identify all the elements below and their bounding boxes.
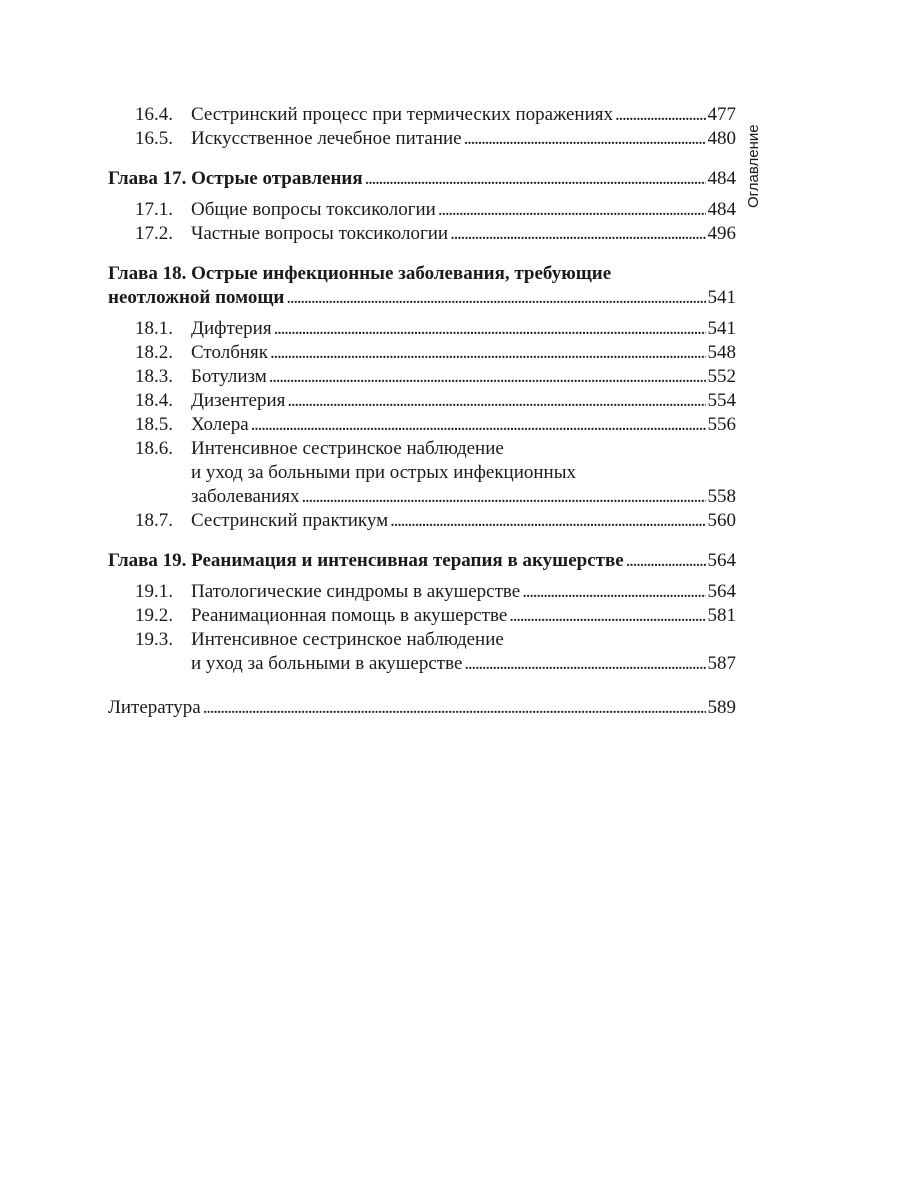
entry-page: 556	[707, 414, 736, 435]
leader-dots	[464, 652, 705, 676]
entry-number: 19.1.	[135, 581, 173, 602]
entry-title-line3: заболеваниях	[191, 486, 300, 507]
leader-dots	[270, 341, 705, 365]
entry-page: 541	[707, 318, 736, 339]
entry-number: 18.6.	[135, 438, 173, 459]
entry-number: 19.3.	[135, 629, 173, 650]
toc-entry-18-6[interactable]	[108, 437, 736, 509]
leader-dots	[287, 389, 705, 413]
toc-entry-18-7[interactable]	[108, 509, 736, 533]
toc-entry-17-1[interactable]	[108, 198, 736, 222]
chapter-17	[108, 167, 736, 246]
toc-entry-18-3[interactable]	[108, 365, 736, 389]
entry-number: 17.1.	[135, 199, 173, 220]
chapter-title: Глава 17. Острые отравления	[108, 168, 363, 189]
entry-number: 19.2.	[135, 605, 173, 626]
leader-dots	[302, 485, 706, 509]
entry-title: Сестринский процесс при термических поражениях	[191, 104, 613, 125]
chapter-title-line1: Глава 18. Острые инфекционные заболевания, требующие	[108, 263, 612, 284]
entry-title-line1: Интенсивное сестринское наблюдение	[191, 629, 504, 650]
toc-entry-19-2[interactable]	[108, 604, 736, 628]
toc-entry-18-5[interactable]	[108, 413, 736, 437]
toc-entry-18-4[interactable]	[108, 389, 736, 413]
leader-dots	[365, 167, 706, 191]
entry-page: 589	[707, 697, 736, 718]
entry-page: 496	[707, 223, 736, 244]
entry-title: Частные вопросы токсикологии	[191, 223, 449, 244]
entry-title: Ботулизм	[191, 366, 267, 387]
entry-page: 558	[707, 486, 736, 507]
entry-page: 554	[707, 390, 736, 411]
toc-entry-19-1[interactable]	[108, 580, 736, 604]
entry-page: 477	[707, 104, 736, 125]
entry-page: 552	[707, 366, 736, 387]
entry-title: Общие вопросы токсикологии	[191, 199, 436, 220]
entry-number: 18.7.	[135, 510, 173, 531]
leader-dots	[203, 696, 706, 720]
entry-page: 484	[707, 199, 736, 220]
chapter-page: 541	[707, 287, 736, 308]
chapter-18-heading[interactable]	[108, 262, 736, 310]
toc-entry-18-2[interactable]	[108, 341, 736, 365]
entry-title: Литература	[108, 697, 201, 718]
entry-title-line1: Интенсивное сестринское наблюдение	[191, 438, 504, 459]
chapter-page: 564	[707, 550, 736, 571]
entry-page: 548	[707, 342, 736, 363]
toc-entry-19-3[interactable]	[108, 628, 736, 676]
entry-title: Столбняк	[191, 342, 269, 363]
leader-dots	[626, 549, 706, 573]
chapter-page: 484	[707, 168, 736, 189]
table-of-contents	[108, 103, 736, 720]
toc-entry-literature[interactable]	[108, 696, 736, 720]
entry-page: 564	[707, 581, 736, 602]
leader-dots	[274, 317, 706, 341]
chapter-18	[108, 262, 736, 533]
entry-title: Дизентерия	[191, 390, 286, 411]
leader-dots	[390, 509, 705, 533]
entry-number: 18.2.	[135, 342, 173, 363]
leader-dots	[522, 580, 705, 604]
leader-dots	[509, 604, 705, 628]
entry-number: 16.4.	[135, 104, 173, 125]
leader-dots	[286, 286, 705, 310]
entry-title-line2: и уход за больными при острых инфекционных	[191, 462, 576, 483]
entry-title: Дифтерия	[191, 318, 272, 339]
entry-title: Реанимационная помощь в акушерстве	[191, 605, 508, 626]
leader-dots	[464, 127, 706, 151]
entry-title: Холера	[191, 414, 249, 435]
entry-page: 587	[707, 653, 736, 674]
toc-entry-16-4[interactable]	[108, 103, 736, 127]
leader-dots	[269, 365, 706, 389]
entry-title: Патологические синдромы в акушерстве	[191, 581, 521, 602]
entry-number: 16.5.	[135, 128, 173, 149]
running-head-label: Оглавление	[745, 124, 762, 208]
leader-dots	[251, 413, 706, 437]
chapter-17-heading[interactable]	[108, 167, 736, 191]
leader-dots	[438, 198, 706, 222]
chapter-19	[108, 549, 736, 676]
toc-entry-16-5[interactable]	[108, 127, 736, 151]
chapter-title-line2: неотложной помощи	[108, 287, 285, 308]
entry-page: 560	[707, 510, 736, 531]
entry-number: 17.2.	[135, 223, 173, 244]
entry-number: 18.4.	[135, 390, 173, 411]
entry-page: 480	[707, 128, 736, 149]
entry-number: 18.5.	[135, 414, 173, 435]
leader-dots	[450, 222, 705, 246]
entry-number: 18.3.	[135, 366, 173, 387]
entry-number: 18.1.	[135, 318, 173, 339]
toc-entry-17-2[interactable]	[108, 222, 736, 246]
entry-page: 581	[707, 605, 736, 626]
chapter-title: Глава 19. Реанимация и интенсивная терапия в акушерстве	[108, 550, 624, 571]
entry-title-line2: и уход за больными в акушерстве	[191, 653, 463, 674]
entry-title: Искусственное лечебное питание	[191, 128, 462, 149]
toc-entry-18-1[interactable]	[108, 317, 736, 341]
entry-title: Сестринский практикум	[191, 510, 389, 531]
chapter-19-heading[interactable]	[108, 549, 736, 573]
leader-dots	[615, 103, 706, 127]
